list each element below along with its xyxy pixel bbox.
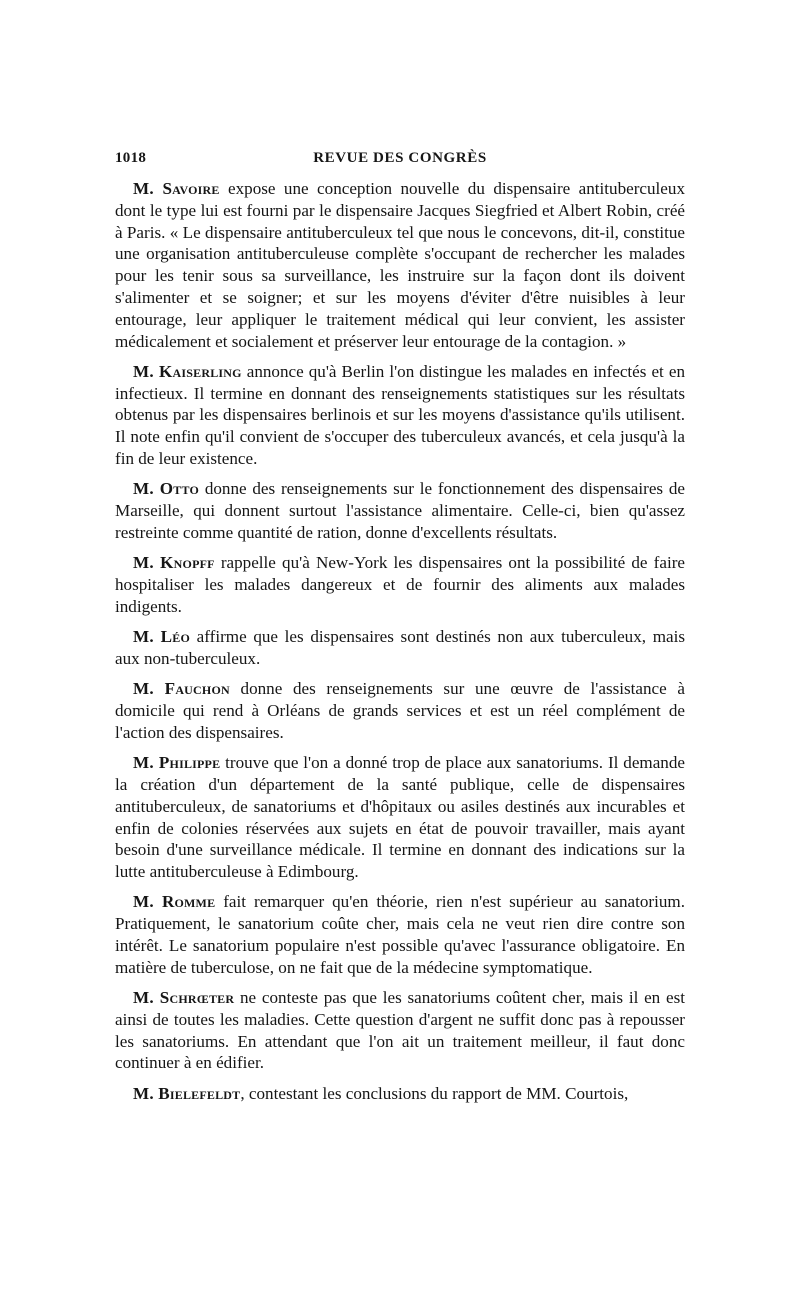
paragraph-text: donne des renseignements sur une œuvre de l'assistance à domicile qui rend à Orléans de grands services et est un réel complément de l'action des dispensaires. xyxy=(115,679,685,742)
speaker-name: M. Knopff xyxy=(133,553,215,573)
paragraph-romme xyxy=(115,891,685,978)
page-number: 1018 xyxy=(115,150,147,166)
paragraph-text: affirme que les dispensaires sont destinés non aux tuberculeux, mais aux non-tuberculeux. xyxy=(115,627,685,668)
speaker-name: M. Kaiserling xyxy=(133,361,242,381)
paragraph-text: rappelle qu'à New-York les dispensaires ont la possibilité de faire hospitaliser les malades dangereux et de fournir des aliments aux malades indigents. xyxy=(115,553,685,616)
paragraph-philippe xyxy=(115,752,685,883)
paragraph-otto xyxy=(115,478,685,543)
article-body xyxy=(115,178,685,1105)
paragraph-text: donne des renseignements sur le fonctionnement des dispensaires de Marseille, qui donnent surtout l'assistance alimentaire. Celle-ci, bien qu'assez restreinte comme quantité de ration, donne d'excellents résultats. xyxy=(115,479,685,542)
paragraph-kaiserling xyxy=(115,361,685,470)
paragraph-text: , contestant les conclusions du rapport de MM. Courtois, xyxy=(240,1083,629,1103)
paragraph-text: fait remarquer qu'en théorie, rien n'est supérieur au sanatorium. Pratiquement, le sanatorium coûte cher, mais cela ne veut rien dire contre son intérêt. Le sanatorium populaire n'est possible qu'avec l'assurance obligatoire. En matière de tuberculose, on ne fait que de la médecine symptomatique. xyxy=(115,892,685,977)
speaker-name: M. Fauchon xyxy=(133,679,230,699)
speaker-name: M. Léo xyxy=(133,627,191,647)
running-title: REVUE DES CONGRÈS xyxy=(313,150,487,166)
page xyxy=(115,150,685,1113)
speaker-name: M. Schrœter xyxy=(133,988,235,1008)
paragraph-savoire xyxy=(115,178,685,352)
paragraph-text: trouve que l'on a donné trop de place aux sanatoriums. Il demande la création d'un département de la santé publique, celle de dispensaires antituberculeux, de sanatoriums et d'hôpitaux ou asiles destinés aux incurables et enfin de colonies réservées aux sujets en état de pouvoir travailler, mais ayant besoin d'une surveillance médicale. Il termine en donnant des indications sur la lutte antituberculeuse à Edimbourg. xyxy=(115,753,685,882)
paragraph-knopff xyxy=(115,552,685,617)
paragraph-text: ne conteste pas que les sanatoriums coûtent cher, mais il en est ainsi de toutes les maladies. Cette question d'argent ne suffit donc pas à repousser les sanatoriums. En attendant que l'on ait un traitement meilleur, il faut donc continuer à en édifier. xyxy=(115,988,685,1073)
paragraph-text: expose une conception nouvelle du dispensaire antituberculeux dont le type lui est fourni par le dispensaire Jacques Siegfried et Albert Robin, créé à Paris. « Le dispensaire antituberculeux tel que nous le concevons, dit-il, constitue une organisation antituberculeuse complète s'occupant de rechercher les malades pour les tenir sous sa surveillance, les instruire sur la façon dont ils doivent s'alimenter et se soigner; et sur les moyens d'éviter d'être nuisibles à leur entourage, leur appliquer le traitement médical qui leur convient, les assister médicalement et socialement et préserver leur entourage de la contagion. » xyxy=(115,179,685,351)
speaker-name: M. Romme xyxy=(133,892,216,912)
paragraph-bielefeldt xyxy=(115,1083,685,1105)
speaker-name: M. Bielefeldt xyxy=(133,1083,241,1103)
speaker-name: M. Philippe xyxy=(133,753,221,773)
paragraph-schroeter xyxy=(115,987,685,1074)
paragraph-text: annonce qu'à Berlin l'on distingue les malades en infectés et en infectieux. Il termine en donnant des renseignements statistiques sur les résultats obtenus par les dispensaires berlinois et sur les moyens d'assistance qu'ils utilisent. Il note enfin qu'il convient de s'occuper des tuberculeux avancés, et cela jusqu'à la fin de leur existence. xyxy=(115,361,685,469)
paragraph-fauchon xyxy=(115,678,685,743)
speaker-name: M. Savoire xyxy=(133,179,220,198)
paragraph-leo xyxy=(115,626,685,670)
running-header xyxy=(115,150,685,178)
speaker-name: M. Otto xyxy=(133,479,200,499)
